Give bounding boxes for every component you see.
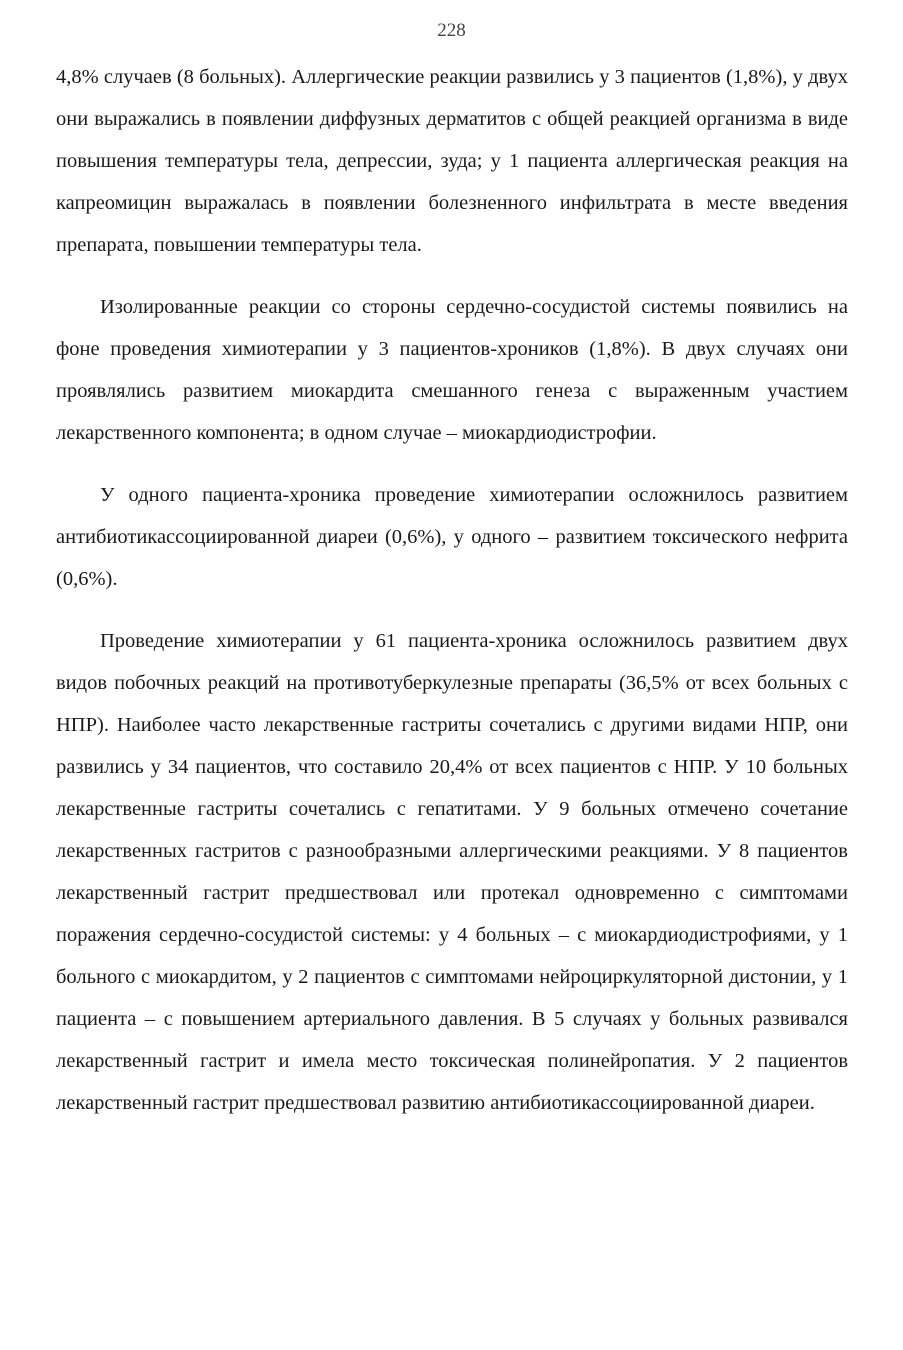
paragraph-allergic-reactions: 4,8% случаев (8 больных). Аллергические реакции развились у 3 пациентов (1,8%), у двух они выражались в появлении диффузных дерматитов с общей реакцией организма в виде повышения температуры тела, депрессии, зуда; у 1 пациента аллергическая реакция на капреомицин выражалась в появлении болезненного инфильтрата в месте введения препарата, повышении температуры тела. — [56, 66, 848, 256]
page-body — [56, 56, 848, 1124]
paragraph-diarrhea-nephritis: У одного пациента-хроника проведение химиотерапии осложнилось развитием антибиотикассоциированной диареи (0,6%), у одного – развитием токсического нефрита (0,6%). — [56, 484, 848, 590]
paragraph-cardiovascular-reactions: Изолированные реакции со стороны сердечно-сосудистой системы появились на фоне проведения химиотерапии у 3 пациентов-хроников (1,8%). В двух случаях они проявлялись развитием миокардита смешанного генеза с выраженным участием лекарственного компонента; в одном случае – миокардиодистрофии. — [56, 296, 848, 444]
paragraph-combined-reactions: Проведение химиотерапии у 61 пациента-хроника осложнилось развитием двух видов побочных реакций на противотуберкулезные препараты (36,5% от всех больных с НПР). Наиболее часто лекарственные гастриты сочетались с другими видами НПР, они развились у 34 пациентов, что составило 20,4% от всех пациентов с НПР. У 10 больных лекарственные гастриты сочетались с гепатитами. У 9 больных отмечено сочетание лекарственных гастритов с разнообразными аллергическими реакциями. У 8 пациентов лекарственный гастрит предшествовал или протекал одновременно с симптомами поражения сердечно-сосудистой системы: у 4 больных – с миокардиодистрофиями, у 1 больного с миокардитом, у 2 пациентов с симптомами нейроциркуляторной дистонии, у 1 пациента – с повышением артериального давления. В 5 случаях у больных развивался лекарственный гастрит и имела место токсическая полинейропатия. У 2 пациентов лекарственный гастрит предшествовал развитию антибиотикассоциированной диареи. — [56, 630, 848, 1114]
page-number: 228 — [437, 20, 466, 41]
